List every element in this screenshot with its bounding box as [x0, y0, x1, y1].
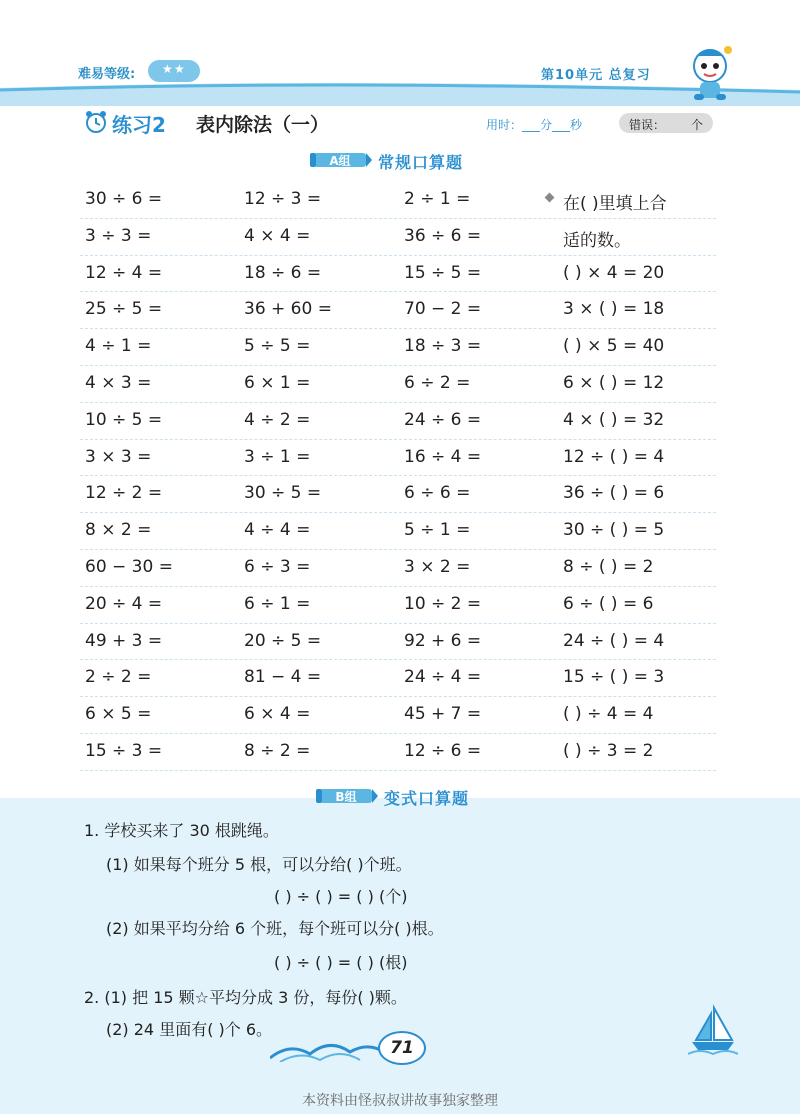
problem-cell: 4 ÷ 4 = — [244, 520, 311, 541]
fill-blank-cell: ( ) ÷ 3 = 2 — [563, 740, 654, 761]
problem-cell: 81 − 4 = — [244, 667, 322, 688]
question-2-part-1: 2. (1) 把 15 颗☆平均分成 3 份，每份( )颗。 — [84, 988, 407, 1007]
question-1-part-1-equation: ( ) ÷ ( ) = ( ) (个) — [274, 887, 408, 906]
table-row — [80, 329, 716, 366]
fill-blank-cell: 12 ÷ ( ) = 4 — [563, 446, 665, 467]
problem-cell: 5 ÷ 1 = — [404, 520, 471, 541]
problem-cell: 18 ÷ 6 = — [244, 262, 322, 283]
table-row — [80, 256, 716, 293]
table-row — [80, 292, 716, 329]
table-row — [80, 660, 716, 697]
problem-cell: 30 ÷ 6 = — [85, 189, 163, 209]
time-used-field: 用时：___分___秒 — [486, 118, 583, 132]
unit-label: 第10单元 总复习 — [541, 68, 651, 83]
errors-label: 错误： — [629, 118, 666, 132]
table-row — [80, 587, 716, 624]
fill-blank-cell: ( ) × 4 = 20 — [563, 262, 665, 283]
errors-count-box — [619, 113, 713, 133]
problem-cell: 8 ÷ 2 = — [244, 740, 311, 761]
problem-cell: 12 ÷ 2 = — [85, 483, 163, 504]
pencil-badge-icon — [316, 786, 378, 806]
group-b-badge: B组 — [335, 790, 357, 804]
problem-cell: 36 ÷ 6 = — [404, 225, 482, 246]
question-1-part-2-equation: ( ) ÷ ( ) = ( ) (根) — [274, 953, 408, 972]
fill-blank-cell: 在( )里填上合 — [563, 194, 667, 214]
table-row — [80, 366, 716, 403]
fill-blank-cell: 8 ÷ ( ) = 2 — [563, 556, 654, 577]
problem-cell: 5 ÷ 5 = — [244, 336, 311, 357]
fill-blank-cell: 24 ÷ ( ) = 4 — [563, 630, 665, 651]
errors-unit: 个 — [691, 118, 704, 132]
problem-cell: 12 ÷ 4 = — [85, 262, 163, 283]
practice-number: 练习2 — [112, 113, 166, 137]
problem-cell: 10 ÷ 2 = — [404, 593, 482, 614]
problem-cell: 4 × 3 = — [85, 372, 152, 393]
star-icon: ★ — [174, 62, 185, 76]
title-row — [80, 108, 720, 136]
problem-cell: 6 ÷ 1 = — [244, 593, 311, 614]
mental-math-grid — [80, 182, 716, 771]
problem-cell: 3 × 2 = — [404, 556, 471, 577]
question-1-part-2: (2) 如果平均分给 6 个班，每个班可以分( )根。 — [106, 919, 444, 938]
problem-cell: 20 ÷ 4 = — [85, 593, 163, 614]
page-title: 表内除法（一） — [196, 114, 330, 136]
table-row — [80, 219, 716, 256]
problem-cell: 6 × 5 = — [85, 704, 152, 725]
question-1-part-1: (1) 如果每个班分 5 根，可以分给( )个班。 — [106, 855, 412, 874]
problem-cell: 6 × 4 = — [244, 704, 311, 725]
problem-cell: 18 ÷ 3 = — [404, 336, 482, 357]
problem-cell: 45 + 7 = — [404, 704, 482, 725]
problem-cell: 70 − 2 = — [404, 299, 482, 320]
footer-note: 本资料由怪叔叔讲故事独家整理 — [302, 1093, 498, 1109]
table-row — [80, 513, 716, 550]
problem-cell: 30 ÷ 5 = — [244, 483, 322, 504]
problem-cell: 24 ÷ 4 = — [404, 667, 482, 688]
problem-cell: 3 × 3 = — [85, 446, 152, 467]
problem-cell: 60 − 30 = — [85, 556, 173, 577]
group-b-label: 变式口算题 — [384, 789, 470, 808]
problem-cell: 4 ÷ 1 = — [85, 336, 152, 357]
alarm-clock-icon — [84, 110, 108, 134]
problem-cell: 15 ÷ 3 = — [85, 740, 163, 761]
fill-blank-cell: ( ) × 5 = 40 — [563, 336, 665, 357]
fill-blank-cell: 36 ÷ ( ) = 6 — [563, 483, 665, 504]
problem-cell: 8 × 2 = — [85, 520, 152, 541]
table-row — [80, 550, 716, 587]
page-number: 71 — [378, 1031, 426, 1065]
table-row — [80, 734, 716, 771]
problem-cell: 20 ÷ 5 = — [244, 630, 322, 651]
question-2-part-2: (2) 24 里面有( )个 6。 — [106, 1020, 273, 1039]
fill-blank-cell: 30 ÷ ( ) = 5 — [563, 520, 665, 541]
problem-cell: 49 + 3 = — [85, 630, 163, 651]
fill-blank-cell: 15 ÷ ( ) = 3 — [563, 667, 665, 688]
problem-cell: 6 ÷ 3 = — [244, 556, 311, 577]
problem-cell: 4 × 4 = — [244, 225, 311, 246]
fill-blank-cell: 3 × ( ) = 18 — [563, 299, 665, 320]
difficulty-label: 难易等级: — [78, 67, 136, 82]
table-row — [80, 440, 716, 477]
problem-cell: 4 ÷ 2 = — [244, 409, 311, 430]
table-row — [80, 697, 716, 734]
table-row — [80, 182, 716, 219]
problem-cell: 6 × 1 = — [244, 372, 311, 393]
star-icon: ★ — [162, 62, 173, 76]
problem-cell: 12 ÷ 6 = — [404, 740, 482, 761]
sailboat-icon — [688, 1004, 738, 1056]
fill-blank-cell: 4 × ( ) = 32 — [563, 409, 665, 430]
pencil-badge-icon — [310, 150, 372, 170]
problem-cell: 24 ÷ 6 = — [404, 409, 482, 430]
problem-cell: 36 + 60 = — [244, 299, 332, 320]
table-row — [80, 624, 716, 661]
problem-cell: 6 ÷ 6 = — [404, 483, 471, 504]
problem-cell: 12 ÷ 3 = — [244, 189, 322, 209]
problem-cell: 2 ÷ 1 = — [404, 189, 471, 209]
problem-cell: 6 ÷ 2 = — [404, 372, 471, 393]
problem-cell: 2 ÷ 2 = — [85, 667, 152, 688]
table-row — [80, 403, 716, 440]
mascot-character-icon — [682, 42, 740, 104]
problem-cell: 10 ÷ 5 = — [85, 409, 163, 430]
fill-blank-cell: 6 × ( ) = 12 — [563, 372, 665, 393]
table-row — [80, 476, 716, 513]
problem-cell: 3 ÷ 1 = — [244, 446, 311, 467]
problem-cell: 3 ÷ 3 = — [85, 225, 152, 246]
fill-blank-cell: ( ) ÷ 4 = 4 — [563, 704, 654, 725]
problem-cell: 15 ÷ 5 = — [404, 262, 482, 283]
problem-cell: 92 + 6 = — [404, 630, 482, 651]
question-1: 1. 学校买来了 30 根跳绳。 — [84, 821, 279, 840]
diamond-bullet-icon — [545, 193, 555, 203]
fill-blank-cell: 适的数。 — [563, 230, 631, 251]
group-a-label: 常规口算题 — [378, 153, 464, 172]
group-a-badge: A组 — [329, 154, 351, 168]
problem-cell: 25 ÷ 5 = — [85, 299, 163, 320]
fill-blank-cell: 6 ÷ ( ) = 6 — [563, 593, 654, 614]
difficulty-stars — [148, 60, 200, 82]
problem-cell: 16 ÷ 4 = — [404, 446, 482, 467]
wave-decoration-icon — [270, 1032, 390, 1062]
